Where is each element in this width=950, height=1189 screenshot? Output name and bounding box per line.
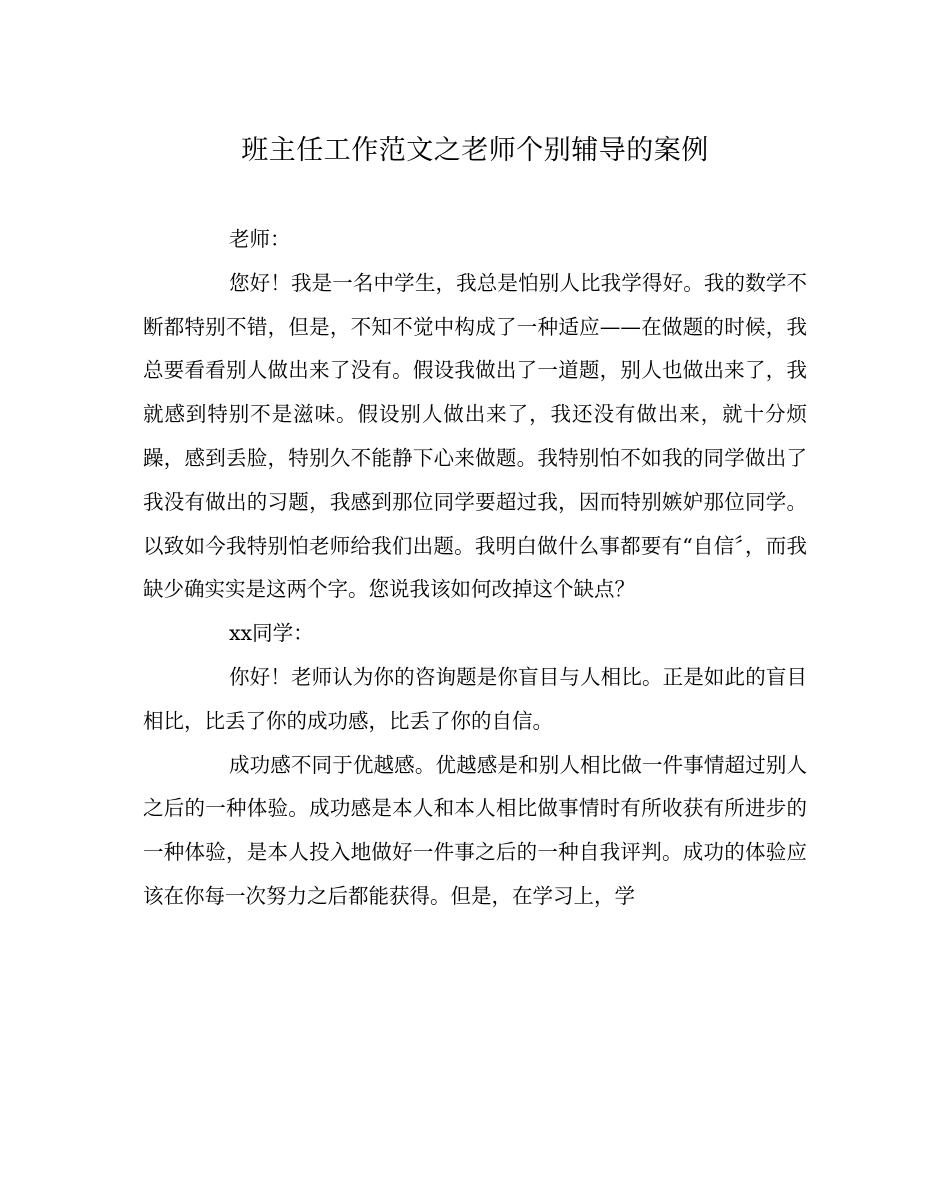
reply-paragraph-2: 成功感不同于优越感。优越感是和别人相比做一件事情超过别人之后的一种体验。成功感是本人和本人相比做事情时有所收获有所进步的一种体验，是本人投入地做好一件事之后的一种自我评判。成功的体验应该在你每一次努力之后都能获得。但是，在学习上，学 xyxy=(143,752,807,908)
document-title: 班主任工作范文之老师个别辅导的案例 xyxy=(241,135,709,166)
document-body xyxy=(143,218,807,919)
salutation-student: xx同学： xyxy=(229,621,314,646)
salutation-teacher: 老师： xyxy=(229,227,291,251)
reply-paragraph-1: 你好！老师认为你的咨询题是你盲目与人相比。正是如此的盲目相比，比丢了你的成功感，比丢了你的自信。 xyxy=(143,664,807,733)
letter-paragraph: 您好！我是一名中学生，我总是怕别人比我学得好。我的数学不断都特别不错，但是，不知不觉中构成了一种适应——在做题的时候，我总要看看别人做出来了没有。假设我做出了一道题，别人也做出来了，我就感到特别不是滋味。假设别人做出来了，我还没有做出来，就十分烦躁，感到丢脸，特别久不能静下心来做题。我特别怕不如我的同学做出了我没有做出的习题，我感到那位同学要超过我，因而特别嫉妒那位同学。以致如今我特别怕老师给我们出题。我明白做什么事都要有“自信〞，而我缺少确实实是这两个字。您说我该如何改掉这个缺点？ xyxy=(143,270,807,602)
